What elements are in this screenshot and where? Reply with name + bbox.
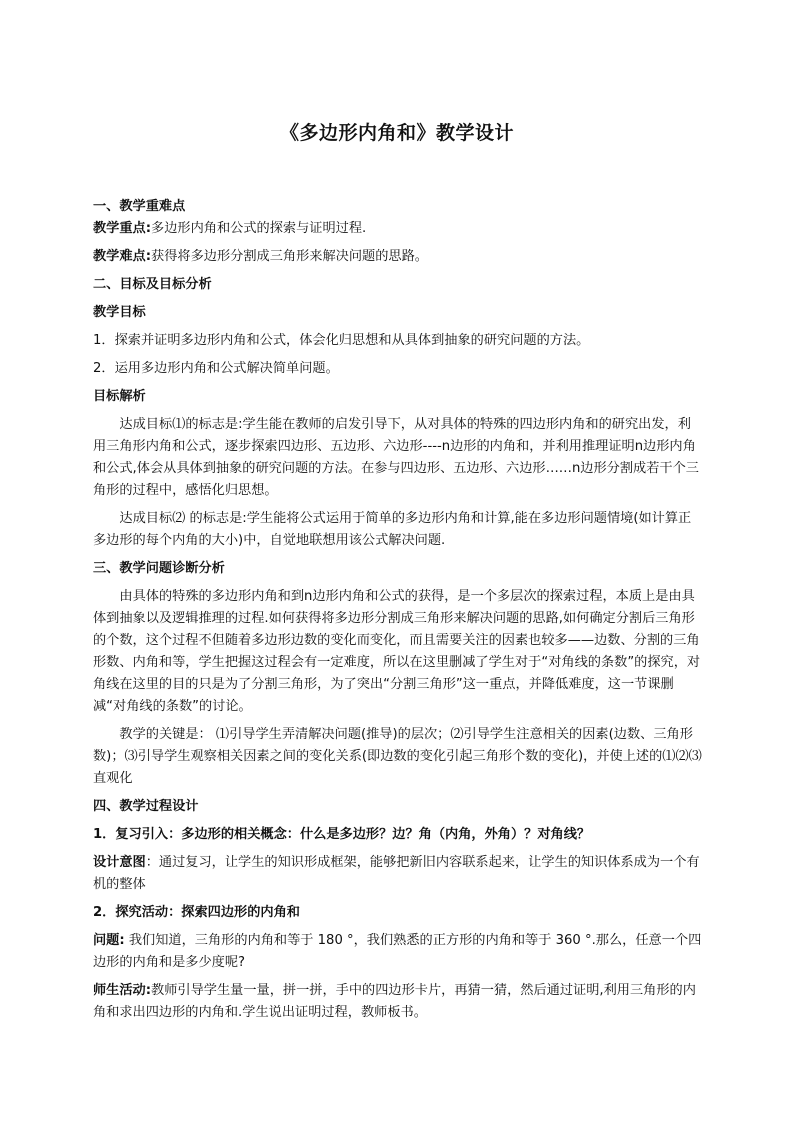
section-heading-2: 二、目标及目标分析 xyxy=(93,277,212,292)
activity-paragraph xyxy=(93,980,702,1024)
activity-label: 师生活动: xyxy=(93,983,152,998)
goals-heading: 教学目标 xyxy=(93,305,146,320)
analysis-heading: 目标解析 xyxy=(93,389,146,404)
document-body xyxy=(93,196,702,1024)
activity-text: 教师引导学生量一量，拼一拼，手中的四边形卡片，再猜一猜，然后通过证明,利用三角形的内角和求出四边形的内角和.学生说出证明过程，教师板书。 xyxy=(93,983,696,1020)
question-label: 问题: xyxy=(93,933,125,948)
diagnosis-paragraph-1: 由具体的特殊的多边形内角和到n边形内角和公式的获得，是一个多层次的探索过程，本质上是由具体到抽象以及逻辑推理的过程.如何获得将多边形分割成三角形来解决问题的思路,如何确定分割后三角形的个数，这个过程不但随着多边形边数的变化而变化，而且需要关注的因素也较多——边数、分割的三角形数、内角和等，学生把握这过程会有一定难度，所以在这里删减了学生对于“对角线的条数”的探究，对角线在这里的目的只是为了分割三角形，为了突出“分割三角形”这一重点，并降低难度，这一节课删减“对角线的条数”的讨论。 xyxy=(93,589,701,714)
question-text: 我们知道，三角形的内角和等于 180 °，我们熟悉的正方形的内角和等于 360 °.那么，任意一个四边形的内角和是多少度呢? xyxy=(93,933,702,970)
teaching-difficulty xyxy=(93,246,702,268)
teaching-difficulty-label: 教学难点: xyxy=(93,249,152,264)
process-step-1: 1．复习引入：多边形的相关概念：什么是多边形？边？角（内角，外角）？对角线？ xyxy=(93,827,591,842)
goal-item-2: 2．运用多边形内角和公式解决简单问题。 xyxy=(93,361,339,376)
analysis-paragraph-2: 达成目标⑵ 的标志是:学生能将公式运用于简单的多边形内角和计算,能在多边形问题情境(如计算正多边形的每个内角的大小)中，自觉地联想用该公式解决问题. xyxy=(93,511,692,548)
design-intent-label: 设计意图 xyxy=(93,855,146,870)
goal-item-1: 1．探索并证明多边形内角和公式，体会化归思想和从具体到抽象的研究问题的方法。 xyxy=(93,333,590,348)
diagnosis-paragraph-2: 教学的关键是： ⑴引导学生弄清解决问题(推导)的层次；⑵引导学生注意相关的因素(边数、三角形数)；⑶引导学生观察相关因素之间的变化关系(即边数的变化引起三角形个数的变化)，并使上述的⑴⑵⑶直观化 xyxy=(93,727,702,786)
teaching-focus-label: 教学重点: xyxy=(93,221,152,236)
design-intent xyxy=(93,852,702,896)
analysis-paragraph-1: 达成目标⑴的标志是:学生能在教师的启发引导下，从对具体的特殊的四边形内角和的研究出发，利用三角形内角和公式，逐步探索四边形、五边形、六边形----n边形的内角和，并利用推理证明n边形内角和公式,体会从具体到抽象的研究问题的方法。在参与四边形、五边形、六边形……n边形分割成若干个三角形的过程中，感悟化归思想。 xyxy=(93,417,699,498)
section-heading-4: 四、教学过程设计 xyxy=(93,799,199,814)
document-title: 《多边形内角和》教学设计 xyxy=(279,122,514,144)
question-paragraph xyxy=(93,930,702,974)
design-intent-text: ：通过复习，让学生的知识形成框架，能够把新旧内容联系起来，让学生的知识体系成为一个有机的整体 xyxy=(93,855,700,892)
teaching-focus-text: 多边形内角和公式的探索与证明过程. xyxy=(151,221,367,236)
teaching-difficulty-text: 获得将多边形分割成三角形来解决问题的思路。 xyxy=(151,249,428,264)
process-step-2: 2．探究活动：探索四边形的内角和 xyxy=(93,905,300,920)
section-heading-1: 一、教学重难点 xyxy=(93,199,186,214)
section-heading-3: 三、教学问题诊断分析 xyxy=(93,561,225,576)
teaching-focus xyxy=(93,218,702,240)
